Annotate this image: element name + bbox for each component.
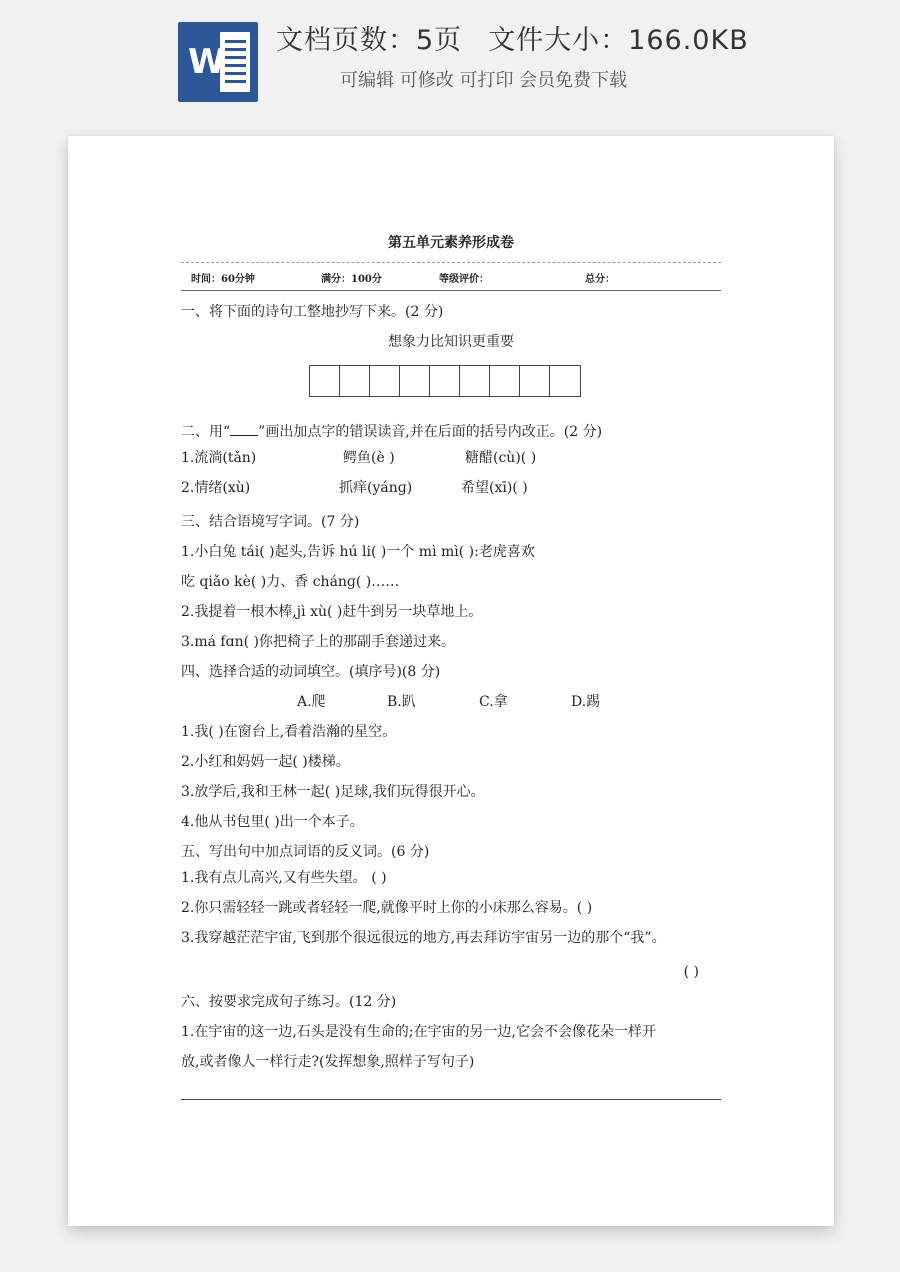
page-count: 文档页数：5页 — [276, 25, 463, 56]
underline-sample — [230, 423, 258, 436]
file-size: 文件大小：166.0KB — [488, 25, 749, 56]
s3-line-4: 3.má fɑn( )你把椅子上的那副手套递过来。 — [181, 634, 455, 650]
section-4-heading: 四、选择合适的动词填空。(填序号)(8 分) — [181, 664, 441, 680]
section-5-heading: 五、写出句中加点词语的反义词。(6 分) — [181, 844, 430, 860]
s3-line-1: 1.小白兔 tái( )起头,告诉 hú li( )一个 mì mì( ):老虎喜欢 — [181, 544, 535, 560]
heading-part: ”画出加点字的错误读音,并在后面的括号内改正。(2 分) — [258, 424, 603, 440]
meta-grade: 等级评价： — [439, 274, 489, 285]
s4-q4: 4.他从书包里( )出一个本子。 — [181, 814, 364, 830]
s5-q3-answer: ( ) — [683, 964, 699, 980]
divider — [181, 290, 721, 291]
heading-part: 二、用“ — [181, 424, 231, 440]
s3-line-3: 2.我提着一根木棒,jì xù( )赶牛到另一块草地上。 — [181, 604, 483, 620]
s2-item: 鳄鱼(è ) — [343, 450, 395, 466]
s6-line-2: 放,或者像人一样行走?(发挥想象,照样子写句子) — [181, 1054, 475, 1070]
grid-cell[interactable] — [550, 366, 580, 396]
grid-cell[interactable] — [370, 366, 400, 396]
section-1-heading: 一、将下面的诗句工整地抄写下来。(2 分) — [181, 304, 444, 320]
s5-q2: 2.你只需轻轻一跳或者轻轻一爬,就像平时上你的小床那么容易。( ) — [181, 900, 593, 916]
word-icon-letter: W — [188, 42, 226, 82]
meta-full-score: 满分：100分 — [321, 274, 382, 285]
section-3-heading: 三、结合语境写字词。(7 分) — [181, 514, 360, 530]
option-a: A.爬 — [297, 694, 326, 710]
page-title: 第五单元素养形成卷 — [388, 235, 514, 251]
grid-cell[interactable] — [490, 366, 520, 396]
option-c: C.拿 — [479, 694, 508, 710]
option-b: B.趴 — [387, 694, 416, 710]
document-features: 可编辑 可修改 可打印 会员免费下载 — [340, 70, 628, 91]
meta-time: 时间：60分钟 — [191, 274, 255, 285]
meta-total: 总分： — [585, 274, 615, 285]
word-document-icon — [178, 22, 258, 102]
s4-q1: 1.我( )在窗台上,看着浩瀚的星空。 — [181, 724, 397, 740]
grid-cell[interactable] — [460, 366, 490, 396]
s4-q2: 2.小红和妈妈一起( )楼梯。 — [181, 754, 350, 770]
document-page — [68, 136, 834, 1226]
s2-item: 抓痒(yánɡ) — [339, 480, 413, 496]
header-banner — [0, 0, 900, 120]
grid-cell[interactable] — [430, 366, 460, 396]
grid-cell[interactable] — [520, 366, 550, 396]
answer-line[interactable] — [181, 1099, 721, 1100]
s2-item: 糖醋(cù)( ) — [465, 450, 537, 466]
grid-cell[interactable] — [310, 366, 340, 396]
s2-item: 2.情绪(xù) — [181, 480, 251, 496]
s2-item: 希望(xī)( ) — [461, 480, 528, 496]
s2-item: 1.流淌(tǎn) — [181, 450, 257, 466]
poem-line: 想象力比知识更重要 — [388, 334, 514, 350]
option-d: D.踢 — [571, 694, 601, 710]
grid-cell[interactable] — [340, 366, 370, 396]
s6-line-1: 1.在宇宙的这一边,石头是没有生命的;在宇宙的另一边,它会不会像花朵一样开 — [181, 1024, 656, 1040]
s4-q3: 3.放学后,我和王林一起( )足球,我们玩得很开心。 — [181, 784, 485, 800]
writing-grid — [309, 365, 581, 397]
s5-q1: 1.我有点儿高兴,又有些失望。 ( ) — [181, 870, 387, 886]
s3-line-2: 吃 qiǎo kè( )力、香 chánɡ( )…… — [181, 574, 400, 590]
divider — [181, 262, 721, 263]
grid-cell[interactable] — [400, 366, 430, 396]
section-6-heading: 六、按要求完成句子练习。(12 分) — [181, 994, 397, 1010]
section-2-heading — [181, 422, 721, 442]
document-info — [276, 18, 749, 57]
s5-q3: 3.我穿越茫茫宇宙,飞到那个很远很远的地方,再去拜访宇宙另一边的那个“我”。 — [181, 930, 666, 946]
